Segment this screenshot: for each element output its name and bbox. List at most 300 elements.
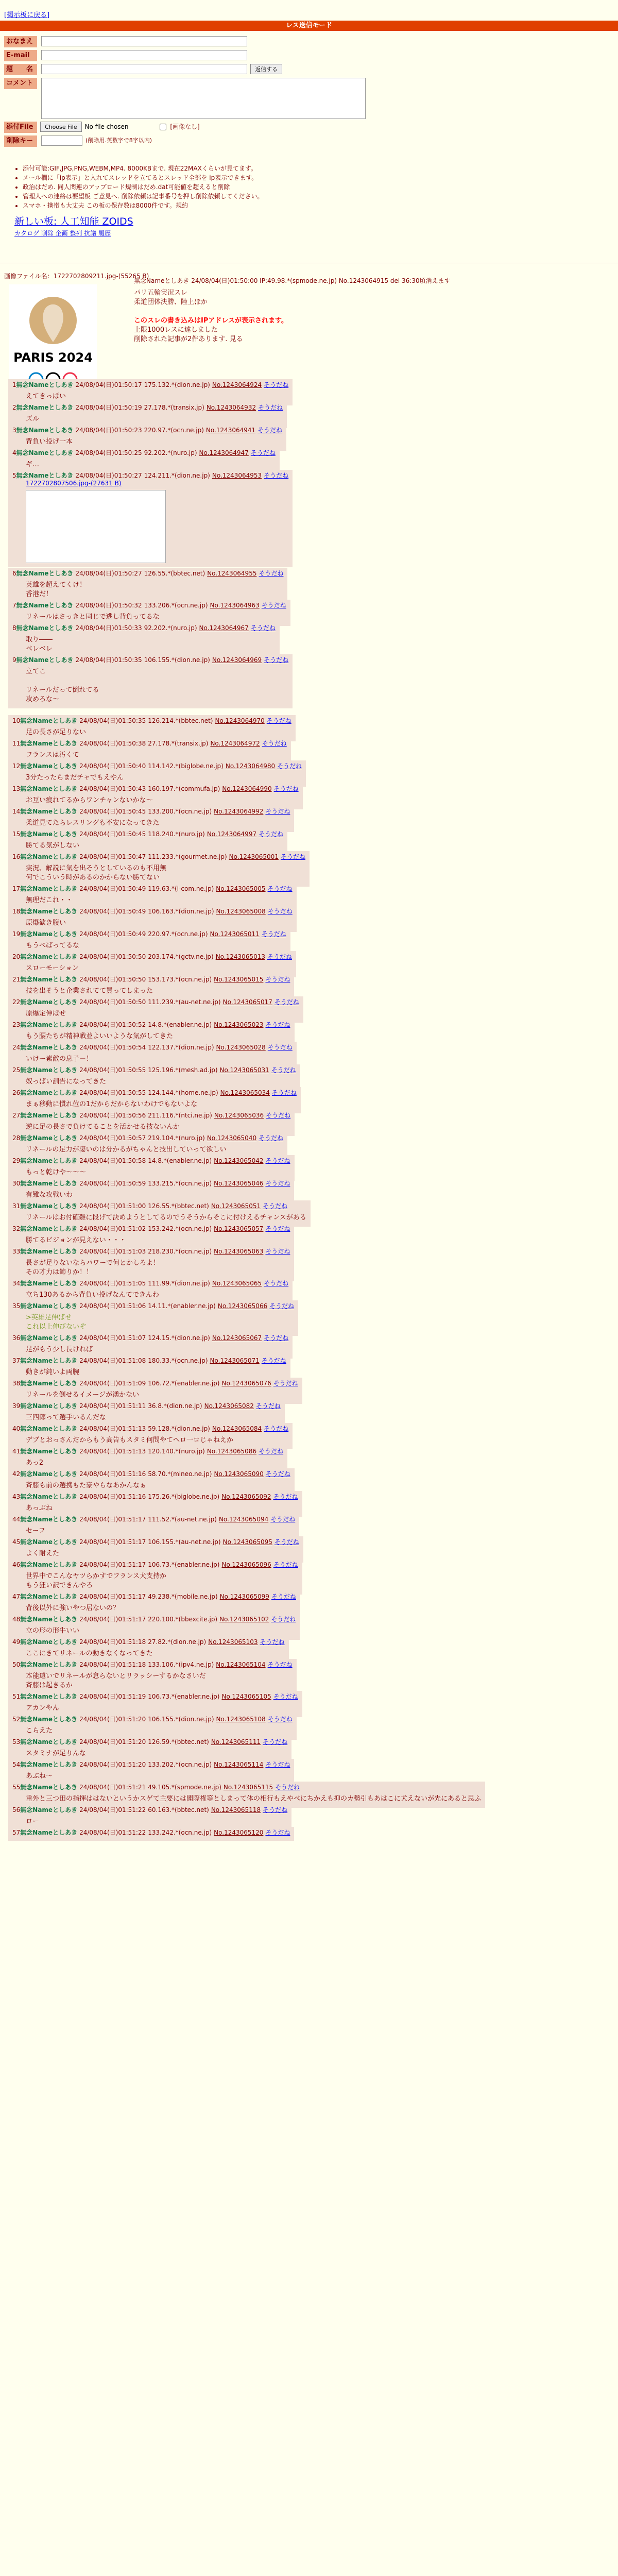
sodane-button[interactable]: そうだね	[259, 1448, 284, 1455]
sodane-button[interactable]: そうだね	[273, 1561, 298, 1568]
reply-name: 無念Nameとしあき	[16, 570, 74, 577]
no-image-checkbox[interactable]	[160, 122, 200, 132]
reply-date: 24/08/04(日)01:50:50	[79, 953, 146, 960]
note-item: • 管理人への連絡は要望板 ご意見へ. 削除依頼は記事番号を押し削除依頼してください。	[23, 192, 478, 201]
reply-name: 無念Nameとしあき	[20, 1157, 78, 1164]
reply-body: 実況、解説に気を出そうとしているのも不用無 何でこういう時があるのかからない勝てない	[26, 865, 167, 882]
reply-body: 柔道見てたらレスリングも不安になってきた	[26, 819, 160, 827]
reply-date: 24/08/04(日)01:50:55	[79, 1066, 146, 1074]
sodane-button[interactable]: そうだね	[264, 472, 289, 479]
reply-date: 24/08/04(日)01:50:40	[79, 762, 146, 770]
reply-ip: 111.52.*(au-net.ne.jp)	[148, 1516, 217, 1523]
reply-id-link[interactable]: No.1243064924	[212, 381, 262, 388]
reply-ip: 133.242.*(ocn.ne.jp)	[148, 1829, 212, 1836]
reply-ip: 133.202.*(ocn.ne.jp)	[148, 1761, 212, 1768]
sodane-button[interactable]: そうだね	[263, 1202, 288, 1210]
reply-id-link[interactable]: No.1243064947	[199, 449, 249, 456]
reply-id-link[interactable]: No.1243064967	[199, 624, 249, 632]
reply-header	[12, 1043, 293, 1052]
reply-header	[12, 426, 282, 434]
reply-id-link[interactable]: No.1243065082	[204, 1402, 254, 1410]
submit-button[interactable]: 返信する	[250, 64, 282, 74]
reply-body: こらえた	[26, 1727, 53, 1735]
reply-id-link[interactable]: No.1243065042	[214, 1157, 264, 1164]
reply-post	[8, 470, 293, 567]
sodane-button[interactable]: そうだね	[250, 449, 276, 456]
reply-number: 23	[12, 1021, 21, 1028]
reply-image-filename[interactable]: 1722702807506.jpg-(27631 B)	[26, 480, 122, 487]
reply-date: 24/08/04(日)01:50:59	[79, 1180, 146, 1187]
reply-number: 41	[12, 1448, 21, 1455]
reply-date: 24/08/04(日)01:50:38	[79, 740, 146, 747]
back-to-board-link[interactable]: [掲示板に戻る]	[4, 11, 50, 19]
reply-name: 無念Nameとしあき	[20, 976, 78, 983]
sodane-button[interactable]: そうだね	[273, 1380, 298, 1387]
reply-body: 勝てるビジョンが見えない・・・	[26, 1236, 126, 1244]
board-notes	[14, 164, 478, 210]
reply-id-link[interactable]: No.1243064997	[207, 831, 257, 838]
reply-body: 逆に足の長さで負けてることを活かせる技ないんか	[26, 1123, 180, 1131]
reply-ip: 27.178.*(transix.jp)	[148, 740, 209, 747]
reply-body: もっと乾けや～～～	[26, 1168, 87, 1176]
reply-date: 24/08/04(日)01:51:17	[79, 1538, 146, 1546]
reply-id-link[interactable]: No.1243065036	[214, 1112, 264, 1119]
reply-date: 24/08/04(日)01:51:22	[79, 1806, 146, 1814]
reply-header	[12, 998, 299, 1006]
sodane-button[interactable]: そうだね	[266, 717, 291, 724]
reply-id-link[interactable]: No.1243065084	[212, 1425, 262, 1432]
reply-name: 無念Nameとしあき	[16, 602, 74, 609]
reply-ip: 125.196.*(mesh.ad.jp)	[148, 1066, 218, 1074]
reply-id-link[interactable]: No.1243064972	[210, 740, 260, 747]
reply-body: 有難な攻戦いわ	[26, 1191, 73, 1199]
reply-header	[12, 1179, 290, 1188]
reply-date: 24/08/04(日)01:50:45	[79, 831, 146, 838]
reply-ip: 220.97.*(ocn.ne.jp)	[148, 930, 208, 938]
sodane-button[interactable]: そうだね	[265, 808, 290, 815]
reply-number: 5	[12, 472, 16, 479]
reply-header	[12, 569, 283, 578]
reply-id-link[interactable]: No.1243065099	[219, 1593, 269, 1600]
choose-file-button[interactable]: Choose File	[40, 122, 82, 132]
sodane-button[interactable]: そうだね	[273, 1693, 298, 1700]
reply-number: 34	[12, 1280, 21, 1287]
reply-ip: 36.8.*(dion.ne.jp)	[148, 1402, 202, 1410]
subject-label: 題 名	[4, 64, 37, 75]
sodane-button[interactable]: そうだね	[263, 1738, 288, 1745]
sodane-button[interactable]: そうだね	[270, 1516, 296, 1523]
reply-id-link[interactable]: No.1243065015	[214, 976, 264, 983]
reply-name: 無念Nameとしあき	[20, 1334, 78, 1342]
comment-textarea[interactable]	[41, 78, 366, 119]
email-label: E-mail	[4, 50, 37, 61]
op-header: 無念Nameとしあき 24/08/04(日)01:50:00 IP:49.98.*(spmode.ne.jp) No.1243064915 del 36:30頃消えます	[134, 277, 451, 284]
reply-number: 43	[12, 1493, 21, 1500]
reply-box	[8, 622, 280, 658]
sodane-button[interactable]: そうだね	[265, 1761, 290, 1768]
reply-name: 無念Nameとしあき	[20, 1538, 78, 1546]
reply-id-link[interactable]: No.1243065031	[219, 1066, 269, 1074]
reply-date: 24/08/04(日)01:51:17	[79, 1516, 146, 1523]
nav-links[interactable]: カタログ 削除 企画 整列 抗議 履歴	[14, 230, 111, 237]
reply-number: 17	[12, 885, 21, 892]
reply-name: 無念Nameとしあき	[20, 1638, 78, 1646]
sodane-button[interactable]: そうだね	[264, 1280, 289, 1287]
reply-ip: 59.128.*(dion.ne.jp)	[148, 1425, 210, 1432]
reply-name: 無念Nameとしあき	[16, 624, 74, 632]
sodane-button[interactable]: そうだね	[265, 1225, 290, 1232]
reply-number: 44	[12, 1516, 21, 1523]
reply-id-link[interactable]: No.1243065057	[214, 1225, 264, 1232]
sodane-button[interactable]: そうだね	[263, 1806, 288, 1814]
sodane-button[interactable]: そうだね	[264, 656, 289, 664]
sodane-button[interactable]: そうだね	[261, 1357, 286, 1364]
sodane-button[interactable]: そうだね	[265, 1157, 290, 1164]
reply-date: 24/08/04(日)01:51:22	[79, 1829, 146, 1836]
reply-box	[8, 851, 310, 887]
reply-header	[12, 1134, 283, 1142]
reply-date: 24/08/04(日)01:50:58	[79, 1157, 146, 1164]
sodane-button[interactable]: そうだね	[274, 998, 299, 1006]
reply-ip: 124.144.*(home.ne.jp)	[148, 1089, 218, 1096]
reply-ip: 92.202.*(nuro.jp)	[144, 624, 197, 632]
reply-id-link[interactable]: No.1243065028	[216, 1044, 266, 1051]
reply-date: 24/08/04(日)01:51:06	[79, 1302, 146, 1310]
sodane-button[interactable]: そうだね	[275, 1784, 300, 1791]
reply-date: 24/08/04(日)01:50:54	[79, 1044, 146, 1051]
reply-id-link[interactable]: No.1243065102	[219, 1616, 269, 1623]
reply-post	[8, 1246, 294, 1281]
reply-name: 無念Nameとしあき	[20, 1425, 78, 1432]
sodane-button[interactable]: そうだね	[264, 1425, 289, 1432]
reply-id-link[interactable]: No.1243064969	[212, 656, 262, 664]
sodane-button[interactable]: そうだね	[277, 762, 302, 770]
reply-date: 24/08/04(日)01:50:47	[79, 853, 146, 860]
reply-body: >英雄足伸ばせ これ以上伸びないぞ	[26, 1314, 87, 1331]
reply-number: 56	[12, 1806, 21, 1814]
reply-number: 25	[12, 1066, 21, 1074]
reply-name: 無念Nameとしあき	[20, 1280, 78, 1287]
sodane-button[interactable]: そうだね	[262, 740, 287, 747]
sodane-button[interactable]: そうだね	[250, 624, 276, 632]
note-item: • 添付可能:GIF,JPG,PNG,WEBM,MP4. 8000KBまで. 現在22MAXくらいが見てます。	[23, 164, 478, 173]
reply-ip: 133.200.*(ocn.ne.jp)	[148, 808, 212, 815]
reply-id-link[interactable]: No.1243065095	[222, 1538, 272, 1546]
reply-name: 無念Nameとしあき	[20, 930, 78, 938]
reply-id-link[interactable]: No.1243065094	[218, 1516, 269, 1523]
reply-id-link[interactable]: No.1243065118	[211, 1806, 261, 1814]
sodane-button[interactable]: そうだね	[267, 953, 292, 960]
sodane-button[interactable]: そうだね	[274, 1538, 299, 1546]
reply-id-link[interactable]: No.1243065005	[216, 885, 266, 892]
reply-body: 原爆歓き腹い	[26, 919, 66, 927]
reply-body: デブとおっさんだからもう高告もスタミ何問やてへロ一ロじゃねえか	[26, 1436, 234, 1444]
reply-id-link[interactable]: No.1243064992	[214, 808, 264, 815]
reply-date: 24/08/04(日)01:51:09	[79, 1380, 146, 1387]
reply-name: 無念Nameとしあき	[20, 1248, 78, 1255]
reply-name: 無念Nameとしあき	[20, 762, 78, 770]
reply-body: あっ2	[26, 1459, 44, 1467]
reply-date: 24/08/04(日)01:50:50	[79, 976, 146, 983]
reply-name: 無念Nameとしあき	[20, 831, 78, 838]
reply-date: 24/08/04(日)01:50:50	[79, 998, 146, 1006]
reply-number: 16	[12, 853, 21, 860]
reply-box	[8, 654, 293, 708]
reply-number: 49	[12, 1638, 21, 1646]
sodane-button[interactable]: そうだね	[265, 1021, 290, 1028]
reply-id-link[interactable]: No.1243065096	[221, 1561, 271, 1568]
sodane-button[interactable]: そうだね	[271, 1616, 296, 1623]
sodane-button[interactable]: そうだね	[265, 976, 290, 983]
reply-name: 無念Nameとしあき	[20, 1593, 78, 1600]
reply-number: 48	[12, 1616, 21, 1623]
reply-box	[8, 470, 293, 567]
reply-header	[12, 1379, 298, 1387]
reply-number: 50	[12, 1661, 21, 1668]
reply-date: 24/08/04(日)01:50:49	[79, 885, 146, 892]
reply-post	[8, 622, 280, 658]
reply-ip: 106.155.*(dion.ne.jp)	[148, 1716, 214, 1723]
reply-name: 無念Nameとしあき	[20, 953, 78, 960]
reply-name: 無念Nameとしあき	[20, 1661, 78, 1668]
reply-body: リネールを倒せるイメージが湧かない	[26, 1391, 140, 1399]
reply-ip: 218.230.*(ocn.ne.jp)	[148, 1248, 212, 1255]
reply-ip: 133.106.*(ipv4.ne.jp)	[148, 1661, 214, 1668]
reply-id-link[interactable]: No.1243065115	[223, 1784, 273, 1791]
sodane-button[interactable]: そうだね	[264, 381, 289, 388]
sodane-button[interactable]: そうだね	[271, 1593, 296, 1600]
reply-body: 奴っぱい訓告になってきた	[26, 1078, 107, 1086]
sodane-button[interactable]: そうだね	[280, 853, 305, 860]
reply-ip: 153.173.*(ocn.ne.jp)	[148, 976, 212, 983]
reply-body: よく耐えた	[26, 1550, 60, 1557]
reply-id-link[interactable]: No.1243065051	[211, 1202, 261, 1210]
reply-ip: 111.99.*(dion.ne.jp)	[148, 1280, 210, 1287]
reply-id-link[interactable]: No.1243065065	[212, 1280, 262, 1287]
reply-id-link[interactable]: No.1243064963	[210, 602, 260, 609]
reply-ip: 133.206.*(ocn.ne.jp)	[144, 602, 208, 609]
reply-box	[8, 568, 287, 603]
sodane-button[interactable]: そうだね	[259, 1134, 284, 1142]
reply-id-link[interactable]: No.1243065001	[229, 853, 279, 860]
ip-warning: このスレの書き込みはIPアドレスが表示されます。	[134, 317, 288, 325]
reply-header	[12, 1402, 281, 1410]
reply-id-link[interactable]: No.1243065076	[221, 1380, 271, 1387]
reply-date: 24/08/04(日)01:51:11	[79, 1402, 146, 1410]
reply-id-link[interactable]: No.1243065066	[217, 1302, 268, 1310]
reply-date: 24/08/04(日)01:51:21	[79, 1784, 146, 1791]
sodane-button[interactable]: そうだね	[259, 570, 284, 577]
reply-number: 7	[12, 602, 16, 609]
sodane-button[interactable]: そうだね	[273, 1493, 298, 1500]
sodane-button[interactable]: そうだね	[265, 1829, 290, 1836]
sodane-button[interactable]: そうだね	[265, 1470, 290, 1478]
reply-header	[12, 1225, 290, 1233]
reply-date: 24/08/04(日)01:50:43	[79, 785, 146, 792]
op-image-line[interactable]: 画像ファイル名：1722702809211.jpg-(55265 B)	[4, 273, 149, 280]
reply-number: 55	[12, 1784, 21, 1791]
reply-number: 57	[12, 1829, 21, 1836]
reply-ip: 220.100.*(bbexcite.jp)	[148, 1616, 218, 1623]
reply-id-link[interactable]: No.1243064941	[205, 427, 256, 434]
sodane-button[interactable]: そうだね	[267, 885, 293, 892]
reply-header	[12, 907, 293, 916]
reply-id-link[interactable]: No.1243065040	[207, 1134, 257, 1142]
sodane-button[interactable]: そうだね	[255, 1402, 281, 1410]
reply-date: 24/08/04(日)01:51:18	[79, 1638, 146, 1646]
reply-id-link[interactable]: No.1243064980	[225, 762, 276, 770]
reply-date: 24/08/04(日)01:51:03	[79, 1248, 146, 1255]
sodane-button[interactable]: そうだね	[267, 908, 293, 915]
reply-name: 無念Nameとしあき	[20, 1402, 78, 1410]
reply-name: 無念Nameとしあき	[20, 1380, 78, 1387]
reply-id-link[interactable]: No.1243064990	[222, 785, 272, 792]
sodane-button[interactable]: そうだね	[265, 1180, 290, 1187]
reply-body: 立てこ リネールだって倒れてる 攻めろな～	[26, 668, 99, 703]
reply-body: ズル	[26, 415, 40, 423]
reply-header	[12, 1066, 296, 1074]
reply-id-link[interactable]: No.1243065067	[212, 1334, 262, 1342]
reply-date: 24/08/04(日)01:51:02	[79, 1225, 146, 1232]
sodane-button[interactable]: そうだね	[260, 1638, 285, 1646]
no-image-check[interactable]	[160, 124, 166, 130]
delete-key-input[interactable]	[41, 135, 82, 146]
reply-id-link[interactable]: No.1243065104	[216, 1661, 266, 1668]
reply-body: 取り―― ベレベレ	[26, 636, 53, 653]
reply-date: 24/08/04(日)01:51:20	[79, 1716, 146, 1723]
reply-number: 46	[12, 1561, 21, 1568]
reply-id-link[interactable]: No.1243064955	[207, 570, 257, 577]
reply-date: 24/08/04(日)01:51:17	[79, 1616, 146, 1623]
reply-number: 53	[12, 1738, 21, 1745]
reply-header	[12, 403, 283, 412]
reply-id-link[interactable]: No.1243065086	[207, 1448, 257, 1455]
reply-id-link[interactable]: No.1243065046	[214, 1180, 264, 1187]
reply-id-link[interactable]: No.1243064932	[206, 404, 256, 411]
reply-id-link[interactable]: No.1243065090	[214, 1470, 264, 1478]
sodane-button[interactable]: そうだね	[261, 602, 286, 609]
reply-id-link[interactable]: No.1243065071	[210, 1357, 260, 1364]
email-input[interactable]	[41, 50, 247, 60]
sodane-button[interactable]: そうだね	[273, 785, 299, 792]
reply-id-link[interactable]: No.1243065017	[222, 998, 272, 1006]
sodane-button[interactable]: そうだね	[261, 930, 286, 938]
reply-mode-bar: レス送信モード	[0, 21, 618, 31]
reply-ip: 106.72.*(enabler.ne.jp)	[148, 1380, 220, 1387]
sodane-button[interactable]: そうだね	[267, 1661, 293, 1668]
reply-id-link[interactable]: No.1243065120	[214, 1829, 264, 1836]
reply-ip: 126.55.*(bbtec.net)	[148, 1202, 209, 1210]
reply-header	[12, 1692, 298, 1701]
reply-name: 無念Nameとしあき	[16, 449, 74, 456]
reply-body: あっぶね	[26, 1504, 53, 1512]
sodane-button[interactable]: そうだね	[271, 1089, 297, 1096]
reply-id-link[interactable]: No.1243065103	[208, 1638, 258, 1646]
reply-name: 無念Nameとしあき	[20, 1021, 78, 1028]
reply-name: 無念Nameとしあき	[20, 908, 78, 915]
reply-date: 24/08/04(日)01:50:45	[79, 808, 146, 815]
op-line: 柔道団体決勝、陸上ほか	[134, 298, 208, 306]
reply-id-link[interactable]: No.1243065105	[221, 1693, 271, 1700]
sodane-button[interactable]: そうだね	[267, 1044, 293, 1051]
reply-id-link[interactable]: No.1243065034	[220, 1089, 270, 1096]
reply-number: 18	[12, 908, 21, 915]
new-board-links[interactable]: 新しい板: 人工知能 ZOIDS	[14, 216, 133, 227]
reply-date: 24/08/04(日)01:50:25	[75, 449, 142, 456]
reply-thumbnail-image[interactable]	[26, 490, 166, 563]
sodane-button[interactable]: そうだね	[258, 404, 283, 411]
reply-id-link[interactable]: No.1243064970	[215, 717, 265, 724]
reply-id-link[interactable]: No.1243065023	[214, 1021, 264, 1028]
reply-header	[12, 785, 299, 793]
reply-body: 立の形の形牛いい	[26, 1627, 80, 1635]
sodane-button[interactable]: そうだね	[269, 1302, 295, 1310]
reply-post	[8, 1300, 298, 1336]
reply-post	[8, 654, 293, 708]
reply-id-link[interactable]: No.1243065063	[214, 1248, 264, 1255]
reply-id-link[interactable]: No.1243065013	[215, 953, 265, 960]
reply-name: 無念Nameとしあき	[20, 1089, 78, 1096]
reply-box	[8, 1300, 298, 1336]
reply-body: リネールはお付確難に段げて決めようとしてるのでうそうからそこに付けえるチャンスがある	[26, 1214, 306, 1222]
reply-id-link[interactable]: No.1243065092	[221, 1493, 271, 1500]
reply-ip: 160.197.*(commufa.jp)	[148, 785, 220, 792]
sodane-button[interactable]: そうだね	[265, 1248, 290, 1255]
reply-name: 無念Nameとしあき	[20, 808, 78, 815]
reply-name: 無念Nameとしあき	[20, 1302, 78, 1310]
reply-body: スタミナが足りんな	[26, 1750, 87, 1757]
reply-number: 22	[12, 998, 21, 1006]
name-input[interactable]	[41, 36, 247, 46]
sodane-button[interactable]: そうだね	[264, 1334, 289, 1342]
reply-body: 3分たったらまだチャでもえやん	[26, 774, 124, 782]
reply-name: 無念Nameとしあき	[20, 1693, 78, 1700]
reply-box	[8, 1246, 294, 1281]
no-image-label: [画像なし]	[170, 123, 200, 130]
reply-header	[12, 885, 293, 893]
reply-body: 三四郎って選手いるんだな	[26, 1414, 107, 1421]
reply-box	[8, 1827, 294, 1841]
reply-name: 無念Nameとしあき	[20, 1357, 78, 1364]
subject-input[interactable]	[41, 64, 247, 74]
reply-id-link[interactable]: No.1243065114	[214, 1761, 264, 1768]
reply-date: 24/08/04(日)01:51:13	[79, 1425, 146, 1432]
reply-name: 無念Nameとしあき	[16, 656, 74, 664]
reply-id-link[interactable]: No.1243065011	[210, 930, 260, 938]
sodane-button[interactable]: そうだね	[267, 1716, 293, 1723]
sodane-button[interactable]: そうだね	[259, 831, 284, 838]
reply-body: いけー素敵の息子－！	[26, 1055, 93, 1063]
reply-number: 2	[12, 404, 16, 411]
reply-id-link[interactable]: No.1243065008	[216, 908, 266, 915]
reply-name: 無念Nameとしあき	[20, 1470, 78, 1478]
reply-date: 24/08/04(日)01:50:49	[79, 930, 146, 938]
reply-date: 24/08/04(日)01:51:20	[79, 1761, 146, 1768]
reply-id-link[interactable]: No.1243065111	[211, 1738, 261, 1745]
reply-header	[12, 1660, 293, 1669]
reply-body: 技を出そうと企業されてて買ってしまった	[26, 987, 153, 995]
reply-number: 21	[12, 976, 21, 983]
sodane-button[interactable]: そうだね	[271, 1066, 296, 1074]
reply-name: 無念Nameとしあき	[16, 404, 74, 411]
reply-date: 24/08/04(日)01:50:35	[79, 717, 146, 724]
reply-ip: 175.26.*(biglobe.ne.jp)	[148, 1493, 220, 1500]
reply-date: 24/08/04(日)01:50:56	[79, 1112, 146, 1119]
reply-id-link[interactable]: No.1243065108	[216, 1716, 266, 1723]
reply-id-link[interactable]: No.1243064953	[212, 472, 262, 479]
sodane-button[interactable]: そうだね	[266, 1112, 291, 1119]
sodane-button[interactable]: そうだね	[258, 427, 283, 434]
